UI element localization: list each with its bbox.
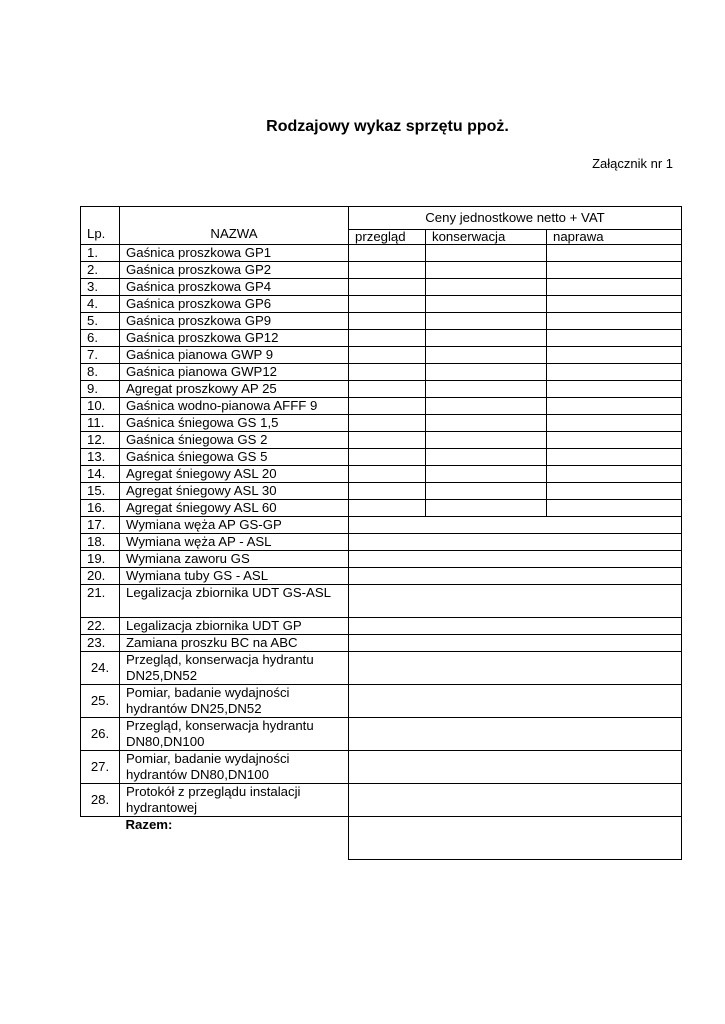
- row-number: 17.: [81, 517, 120, 534]
- table-row: [81, 483, 682, 500]
- price-naprawa-cell[interactable]: [547, 466, 682, 483]
- table-row: [81, 718, 682, 751]
- price-cell[interactable]: [349, 718, 682, 751]
- attachment-label: Załącznik nr 1: [592, 156, 673, 171]
- table-row: [81, 432, 682, 449]
- table-row: [81, 398, 682, 415]
- table-row: [81, 381, 682, 398]
- table-row: [81, 685, 682, 718]
- price-konserwacja-cell[interactable]: [426, 398, 547, 415]
- item-name: Zamiana proszku BC na ABC: [120, 635, 349, 652]
- price-cell[interactable]: [349, 551, 682, 568]
- item-name: Gaśnica pianowa GWP12: [120, 364, 349, 381]
- item-name: Gaśnica proszkowa GP12: [120, 330, 349, 347]
- price-naprawa-cell[interactable]: [547, 313, 682, 330]
- price-cell[interactable]: [349, 685, 682, 718]
- row-number: 16.: [81, 500, 120, 517]
- price-konserwacja-cell[interactable]: [426, 415, 547, 432]
- item-name: Gaśnica proszkowa GP1: [120, 245, 349, 262]
- price-konserwacja-cell[interactable]: [426, 364, 547, 381]
- price-konserwacja-cell[interactable]: [426, 313, 547, 330]
- item-name: Gaśnica proszkowa GP6: [120, 296, 349, 313]
- row-number: 13.: [81, 449, 120, 466]
- price-przeglad-cell[interactable]: [349, 347, 426, 364]
- price-przeglad-cell[interactable]: [349, 483, 426, 500]
- price-cell[interactable]: [349, 635, 682, 652]
- price-konserwacja-cell[interactable]: [426, 381, 547, 398]
- row-number: 19.: [81, 551, 120, 568]
- item-name: Agregat proszkowy AP 25: [120, 381, 349, 398]
- price-konserwacja-cell[interactable]: [426, 449, 547, 466]
- price-przeglad-cell[interactable]: [349, 466, 426, 483]
- table-row: [81, 466, 682, 483]
- item-name: Gaśnica proszkowa GP9: [120, 313, 349, 330]
- price-przeglad-cell[interactable]: [349, 296, 426, 313]
- price-przeglad-cell[interactable]: [349, 279, 426, 296]
- item-name: Pomiar, badanie wydajności hydrantów DN80,DN100: [120, 751, 349, 784]
- row-number: 21.: [81, 585, 120, 618]
- price-konserwacja-cell[interactable]: [426, 330, 547, 347]
- table-row: [81, 364, 682, 381]
- header-prices: Ceny jednostkowe netto + VAT: [349, 207, 682, 230]
- price-naprawa-cell[interactable]: [547, 364, 682, 381]
- item-name: Legalizacja zbiornika UDT GP: [120, 618, 349, 635]
- table-row: [81, 652, 682, 685]
- price-naprawa-cell[interactable]: [547, 381, 682, 398]
- row-number: 25.: [81, 685, 120, 718]
- item-name: Pomiar, badanie wydajności hydrantów DN25,DN52: [120, 685, 349, 718]
- row-number: 10.: [81, 398, 120, 415]
- total-empty-cell: [81, 817, 120, 860]
- price-cell[interactable]: [349, 751, 682, 784]
- table-row: [81, 245, 682, 262]
- header-row: [81, 207, 682, 230]
- price-przeglad-cell[interactable]: [349, 415, 426, 432]
- table-row: [81, 568, 682, 585]
- table-row: [81, 751, 682, 784]
- item-name: Przegląd, konserwacja hydrantu DN80,DN100: [120, 718, 349, 751]
- row-number: 18.: [81, 534, 120, 551]
- header-naprawa: naprawa: [547, 230, 682, 245]
- row-number: 7.: [81, 347, 120, 364]
- row-number: 22.: [81, 618, 120, 635]
- price-przeglad-cell[interactable]: [349, 500, 426, 517]
- item-name: Wymiana tuby GS - ASL: [120, 568, 349, 585]
- row-number: 28.: [81, 784, 120, 817]
- row-number: 24.: [81, 652, 120, 685]
- price-konserwacja-cell[interactable]: [426, 466, 547, 483]
- table-row: [81, 618, 682, 635]
- header-konserwacja: konserwacja: [426, 230, 547, 245]
- item-name: Przegląd, konserwacja hydrantu DN25,DN52: [120, 652, 349, 685]
- header-przeglad: przegląd: [349, 230, 426, 245]
- price-przeglad-cell[interactable]: [349, 449, 426, 466]
- table-row: [81, 296, 682, 313]
- header-nazwa: NAZWA: [120, 207, 349, 245]
- document-title: Rodzajowy wykaz sprzętu ppoż.: [266, 118, 509, 135]
- item-name: Legalizacja zbiornika UDT GS-ASL: [120, 585, 349, 618]
- equipment-price-table: [80, 206, 682, 860]
- table-row: [81, 517, 682, 534]
- table-row: [81, 585, 682, 618]
- row-number: 11.: [81, 415, 120, 432]
- price-cell[interactable]: [349, 585, 682, 618]
- price-przeglad-cell[interactable]: [349, 330, 426, 347]
- price-przeglad-cell[interactable]: [349, 432, 426, 449]
- table-row: [81, 415, 682, 432]
- price-naprawa-cell[interactable]: [547, 449, 682, 466]
- table-row: [81, 330, 682, 347]
- price-konserwacja-cell[interactable]: [426, 483, 547, 500]
- item-name: Gaśnica wodno-pianowa AFFF 9: [120, 398, 349, 415]
- row-number: 9.: [81, 381, 120, 398]
- price-naprawa-cell[interactable]: [547, 347, 682, 364]
- row-number: 2.: [81, 262, 120, 279]
- price-naprawa-cell[interactable]: [547, 432, 682, 449]
- price-naprawa-cell[interactable]: [547, 245, 682, 262]
- item-name: Gaśnica śniegowa GS 2: [120, 432, 349, 449]
- item-name: Protokół z przeglądu instalacji hydrantowej: [120, 784, 349, 817]
- price-naprawa-cell[interactable]: [547, 279, 682, 296]
- price-cell[interactable]: [349, 618, 682, 635]
- item-name: Agregat śniegowy ASL 30: [120, 483, 349, 500]
- row-number: 20.: [81, 568, 120, 585]
- price-konserwacja-cell[interactable]: [426, 500, 547, 517]
- price-konserwacja-cell[interactable]: [426, 432, 547, 449]
- price-naprawa-cell[interactable]: [547, 415, 682, 432]
- total-label: Razem:: [125, 817, 173, 832]
- price-przeglad-cell[interactable]: [349, 398, 426, 415]
- table-row: [81, 784, 682, 817]
- row-number: 23.: [81, 635, 120, 652]
- table-row: [81, 534, 682, 551]
- item-name: Gaśnica proszkowa GP2: [120, 262, 349, 279]
- table-row: [81, 551, 682, 568]
- item-name: Agregat śniegowy ASL 60: [120, 500, 349, 517]
- price-przeglad-cell[interactable]: [349, 364, 426, 381]
- row-number: 1.: [81, 245, 120, 262]
- row-number: 3.: [81, 279, 120, 296]
- price-naprawa-cell[interactable]: [547, 398, 682, 415]
- price-cell[interactable]: [349, 784, 682, 817]
- price-przeglad-cell[interactable]: [349, 262, 426, 279]
- row-number: 5.: [81, 313, 120, 330]
- item-name: Agregat śniegowy ASL 20: [120, 466, 349, 483]
- item-name: Wymiana węża AP GS-GP: [120, 517, 349, 534]
- price-konserwacja-cell[interactable]: [426, 296, 547, 313]
- table-row: [81, 347, 682, 364]
- row-number: 26.: [81, 718, 120, 751]
- price-cell[interactable]: [349, 652, 682, 685]
- table-row: [81, 635, 682, 652]
- price-naprawa-cell[interactable]: [547, 483, 682, 500]
- total-value-cell[interactable]: [349, 817, 682, 860]
- table-row: [81, 313, 682, 330]
- item-name: Gaśnica śniegowa GS 1,5: [120, 415, 349, 432]
- price-cell[interactable]: [349, 517, 682, 534]
- price-przeglad-cell[interactable]: [349, 381, 426, 398]
- item-name: Gaśnica śniegowa GS 5: [120, 449, 349, 466]
- price-konserwacja-cell[interactable]: [426, 347, 547, 364]
- header-lp: Lp.: [81, 207, 120, 245]
- item-name: Wymiana węża AP - ASL: [120, 534, 349, 551]
- row-number: 6.: [81, 330, 120, 347]
- row-number: 27.: [81, 751, 120, 784]
- item-name: Gaśnica pianowa GWP 9: [120, 347, 349, 364]
- price-przeglad-cell[interactable]: [349, 313, 426, 330]
- price-konserwacja-cell[interactable]: [426, 245, 547, 262]
- price-naprawa-cell[interactable]: [547, 296, 682, 313]
- price-konserwacja-cell[interactable]: [426, 279, 547, 296]
- price-cell[interactable]: [349, 568, 682, 585]
- price-przeglad-cell[interactable]: [349, 245, 426, 262]
- table-row: [81, 262, 682, 279]
- table-row: [81, 449, 682, 466]
- table-row: [81, 500, 682, 517]
- price-naprawa-cell[interactable]: [547, 262, 682, 279]
- row-number: 8.: [81, 364, 120, 381]
- price-konserwacja-cell[interactable]: [426, 262, 547, 279]
- row-number: 12.: [81, 432, 120, 449]
- table-row: [81, 279, 682, 296]
- row-number: 4.: [81, 296, 120, 313]
- price-cell[interactable]: [349, 534, 682, 551]
- row-number: 14.: [81, 466, 120, 483]
- item-name: Gaśnica proszkowa GP4: [120, 279, 349, 296]
- price-naprawa-cell[interactable]: [547, 500, 682, 517]
- row-number: 15.: [81, 483, 120, 500]
- total-row: [81, 817, 682, 860]
- price-naprawa-cell[interactable]: [547, 330, 682, 347]
- item-name: Wymiana zaworu GS: [120, 551, 349, 568]
